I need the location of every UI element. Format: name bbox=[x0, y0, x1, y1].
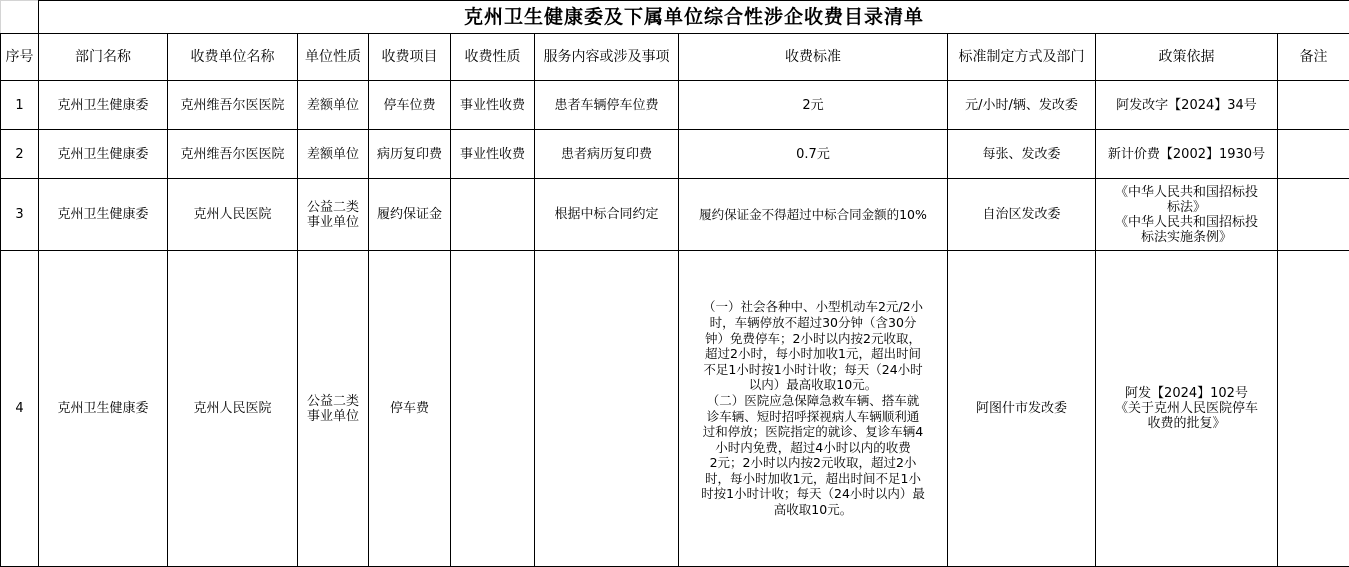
cell-method[interactable]: 元/小时/辆、发改委 bbox=[948, 81, 1096, 130]
cell-standard[interactable]: 2元 bbox=[679, 81, 948, 130]
policy-line: 收费的批复》 bbox=[1098, 416, 1275, 431]
table-row bbox=[1, 179, 1349, 251]
standard-line: 诊车辆、短时招呼探视病人车辆顺利通 bbox=[681, 409, 945, 425]
title-row bbox=[1, 1, 1349, 34]
nature-line: 事业单位 bbox=[300, 215, 366, 230]
header-service[interactable]: 服务内容或涉及事项 bbox=[535, 34, 679, 81]
cell-dept[interactable]: 克州卫生健康委 bbox=[39, 81, 168, 130]
policy-line: 阿发【2024】102号 bbox=[1098, 386, 1275, 401]
standard-line: 钟）免费停车；2小时以内按2元收取， bbox=[681, 331, 945, 347]
standard-line: 时，每小时加收1元，超出时间不足1小 bbox=[681, 471, 945, 487]
header-no[interactable]: 序号 bbox=[1, 34, 39, 81]
cell-remark[interactable] bbox=[1278, 81, 1349, 130]
standard-line: 过和停放；医院指定的就诊、复诊车辆4 bbox=[681, 424, 945, 440]
header-unit[interactable]: 收费单位名称 bbox=[168, 34, 298, 81]
policy-line: 《中华人民共和国招标投 bbox=[1098, 185, 1275, 200]
header-row bbox=[1, 34, 1349, 81]
cell-standard[interactable]: 0.7元 bbox=[679, 130, 948, 179]
nature-line: 公益二类 bbox=[300, 394, 366, 409]
cell-item[interactable]: 停车费 bbox=[369, 251, 451, 567]
table-row bbox=[1, 251, 1349, 567]
cell-no[interactable]: 2 bbox=[1, 130, 39, 179]
cell-unit[interactable]: 克州维吾尔医医院 bbox=[168, 81, 298, 130]
cell-policy[interactable] bbox=[1096, 179, 1278, 251]
cell-no[interactable]: 3 bbox=[1, 179, 39, 251]
cell-dept[interactable]: 克州卫生健康委 bbox=[39, 251, 168, 567]
table-row bbox=[1, 81, 1349, 130]
header-fee-nature[interactable]: 收费性质 bbox=[451, 34, 535, 81]
cell-nature[interactable] bbox=[298, 251, 369, 567]
header-remark[interactable]: 备注 bbox=[1278, 34, 1349, 81]
cell-nature[interactable]: 差额单位 bbox=[298, 130, 369, 179]
cell-service[interactable] bbox=[535, 251, 679, 567]
standard-line: 时按1小时计收；每天（24小时以内）最 bbox=[681, 486, 945, 502]
cell-method[interactable]: 阿图什市发改委 bbox=[948, 251, 1096, 567]
cell-no[interactable]: 1 bbox=[1, 81, 39, 130]
cell-policy[interactable] bbox=[1096, 251, 1278, 567]
policy-line: 标法实施条例》 bbox=[1098, 230, 1275, 245]
header-dept[interactable]: 部门名称 bbox=[39, 34, 168, 81]
cell-nature[interactable] bbox=[298, 179, 369, 251]
cell-fee-nature[interactable] bbox=[451, 251, 535, 567]
cell-unit[interactable]: 克州人民医院 bbox=[168, 179, 298, 251]
standard-line: 时，车辆停放不超过30分钟（含30分 bbox=[681, 315, 945, 331]
cell-nature[interactable]: 差额单位 bbox=[298, 81, 369, 130]
cell-unit[interactable]: 克州维吾尔医医院 bbox=[168, 130, 298, 179]
cell-policy[interactable]: 新计价费【2002】1930号 bbox=[1096, 130, 1278, 179]
standard-line: 小时内免费，超过4小时以内的收费 bbox=[681, 440, 945, 456]
cell-remark[interactable] bbox=[1278, 251, 1349, 567]
policy-line: 标法》 bbox=[1098, 200, 1275, 215]
nature-line: 事业单位 bbox=[300, 409, 366, 424]
header-policy[interactable]: 政策依据 bbox=[1096, 34, 1278, 81]
header-method[interactable]: 标准制定方式及部门 bbox=[948, 34, 1096, 81]
cell-policy[interactable]: 阿发改字【2024】34号 bbox=[1096, 81, 1278, 130]
cell-standard-multiline[interactable] bbox=[679, 251, 948, 567]
policy-line: 《中华人民共和国招标投 bbox=[1098, 215, 1275, 230]
cell-item[interactable]: 停车位费 bbox=[369, 81, 451, 130]
header-nature[interactable]: 单位性质 bbox=[298, 34, 369, 81]
cell-fee-nature[interactable]: 事业性收费 bbox=[451, 81, 535, 130]
cell-dept[interactable]: 克州卫生健康委 bbox=[39, 130, 168, 179]
cell-method[interactable]: 每张、发改委 bbox=[948, 130, 1096, 179]
nature-line: 公益二类 bbox=[300, 200, 366, 215]
table-row bbox=[1, 130, 1349, 179]
policy-line: 《关于克州人民医院停车 bbox=[1098, 401, 1275, 416]
standard-line: 2元；2小时以内按2元收取，超过2小 bbox=[681, 455, 945, 471]
cell-item[interactable]: 病历复印费 bbox=[369, 130, 451, 179]
cell-standard[interactable]: 履约保证金不得超过中标合同金额的10% bbox=[679, 179, 948, 251]
standard-line: 不足1小时按1小时计收；每天（24小时 bbox=[681, 362, 945, 378]
cell-remark[interactable] bbox=[1278, 130, 1349, 179]
page-title[interactable]: 克州卫生健康委及下属单位综合性涉企收费目录清单 bbox=[39, 1, 1349, 34]
cell-dept[interactable]: 克州卫生健康委 bbox=[39, 179, 168, 251]
cell-item[interactable]: 履约保证金 bbox=[369, 179, 451, 251]
header-standard[interactable]: 收费标准 bbox=[679, 34, 948, 81]
cell-service[interactable]: 根据中标合同约定 bbox=[535, 179, 679, 251]
standard-line: 高收取10元。 bbox=[681, 502, 945, 518]
standard-line: （一）社会各种中、小型机动车2元/2小 bbox=[681, 299, 945, 315]
standard-line: 以内）最高收取10元。 bbox=[681, 377, 945, 393]
header-item[interactable]: 收费项目 bbox=[369, 34, 451, 81]
cell-no[interactable]: 4 bbox=[1, 251, 39, 567]
cell-remark[interactable] bbox=[1278, 179, 1349, 251]
cell-fee-nature[interactable] bbox=[451, 179, 535, 251]
standard-line: 超过2小时，每小时加收1元，超出时间 bbox=[681, 346, 945, 362]
cell-fee-nature[interactable]: 事业性收费 bbox=[451, 130, 535, 179]
cell-service[interactable]: 患者病历复印费 bbox=[535, 130, 679, 179]
cell-method[interactable]: 自治区发改委 bbox=[948, 179, 1096, 251]
standard-line: （二）医院应急保障急救车辆、搭车就 bbox=[681, 393, 945, 409]
cell-unit[interactable]: 克州人民医院 bbox=[168, 251, 298, 567]
cell-service[interactable]: 患者车辆停车位费 bbox=[535, 81, 679, 130]
corner-cell[interactable] bbox=[1, 1, 39, 34]
